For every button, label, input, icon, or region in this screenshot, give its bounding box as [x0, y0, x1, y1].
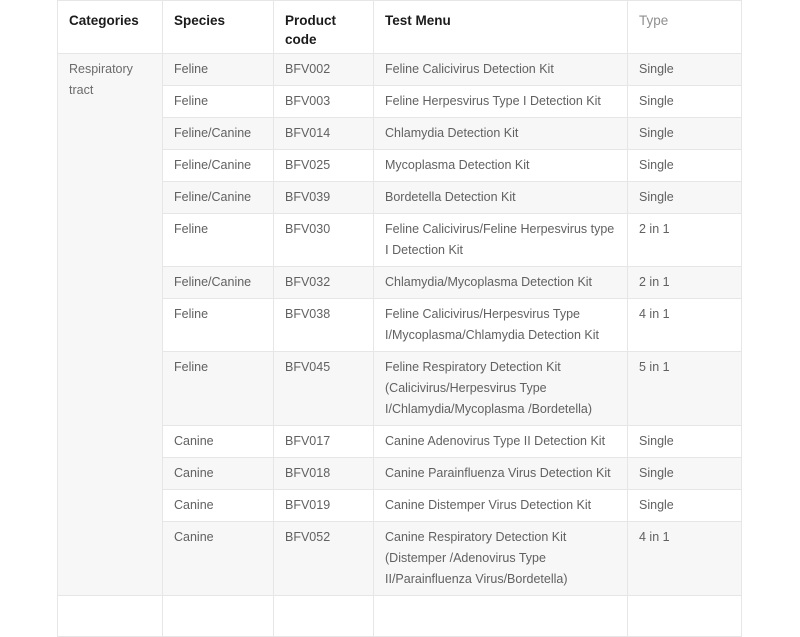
- cell-type: Single: [628, 426, 742, 458]
- cell-product-code: BFV017: [274, 426, 374, 458]
- cell-test-menu: Feline Calicivirus/Feline Herpesvirus type Ⅰ Detection Kit: [374, 214, 628, 267]
- product-catalog-page: [57, 0, 741, 637]
- cell-empty: [628, 596, 742, 637]
- cell-test-menu: Feline Respiratory Detection Kit (Calicivirus/Herpesvirus Type I/Chlamydia/Mycoplasma /Bordetella): [374, 352, 628, 426]
- cell-test-menu: Canine Respiratory Detection Kit (Distemper /Adenovirus Type II/Parainfluenza Virus/Bordetella): [374, 522, 628, 596]
- cell-test-menu: Bordetella Detection Kit: [374, 182, 628, 214]
- cell-species: Feline: [163, 352, 274, 426]
- column-header-categories: Categories: [58, 1, 163, 54]
- cell-type: Single: [628, 182, 742, 214]
- cell-product-code: BFV038: [274, 299, 374, 352]
- cell-species: Canine: [163, 522, 274, 596]
- cell-product-code: BFV019: [274, 490, 374, 522]
- cell-empty: [163, 596, 274, 637]
- cell-product-code: BFV032: [274, 267, 374, 299]
- cell-species: Feline/Canine: [163, 267, 274, 299]
- cell-category: Respiratory tract: [58, 54, 163, 596]
- cell-species: Canine: [163, 426, 274, 458]
- cell-test-menu: Feline Calicivirus/Herpesvirus Type I/Mycoplasma/Chlamydia Detection Kit: [374, 299, 628, 352]
- cell-type: Single: [628, 118, 742, 150]
- cell-species: Feline: [163, 86, 274, 118]
- cell-type: 2 in 1: [628, 214, 742, 267]
- cell-test-menu: Canine Distemper Virus Detection Kit: [374, 490, 628, 522]
- cell-species: Feline: [163, 299, 274, 352]
- product-table: [57, 0, 742, 637]
- cell-product-code: BFV025: [274, 150, 374, 182]
- cell-test-menu: Chlamydia/Mycoplasma Detection Kit: [374, 267, 628, 299]
- table-body: [58, 54, 742, 637]
- cell-product-code: BFV014: [274, 118, 374, 150]
- cell-test-menu: Canine Adenovirus Type II Detection Kit: [374, 426, 628, 458]
- cell-type: Single: [628, 54, 742, 86]
- cell-test-menu: Canine Parainfluenza Virus Detection Kit: [374, 458, 628, 490]
- column-header-type: Type: [628, 1, 742, 54]
- cell-species: Feline: [163, 54, 274, 86]
- cell-empty: [374, 596, 628, 637]
- cell-empty: [274, 596, 374, 637]
- cell-empty: [58, 596, 163, 637]
- cell-product-code: BFV039: [274, 182, 374, 214]
- cell-test-menu: Feline Herpesvirus Type I Detection Kit: [374, 86, 628, 118]
- cell-product-code: BFV052: [274, 522, 374, 596]
- table-header-row: [58, 1, 742, 54]
- cell-species: Feline: [163, 214, 274, 267]
- cell-test-menu: Chlamydia Detection Kit: [374, 118, 628, 150]
- cell-species: Feline/Canine: [163, 150, 274, 182]
- cell-species: Canine: [163, 458, 274, 490]
- cell-species: Canine: [163, 490, 274, 522]
- cell-type: Single: [628, 458, 742, 490]
- table-row: [58, 54, 742, 86]
- cell-product-code: BFV030: [274, 214, 374, 267]
- cell-species: Feline/Canine: [163, 182, 274, 214]
- cell-type: 4 in 1: [628, 299, 742, 352]
- cell-type: 4 in 1: [628, 522, 742, 596]
- column-header-test-menu: Test Menu: [374, 1, 628, 54]
- cell-product-code: BFV002: [274, 54, 374, 86]
- cell-type: Single: [628, 150, 742, 182]
- column-header-product-code: Product code: [274, 1, 374, 54]
- column-header-species: Species: [163, 1, 274, 54]
- cell-product-code: BFV045: [274, 352, 374, 426]
- cell-type: Single: [628, 490, 742, 522]
- cell-product-code: BFV018: [274, 458, 374, 490]
- cell-test-menu: Mycoplasma Detection Kit: [374, 150, 628, 182]
- cell-type: 2 in 1: [628, 267, 742, 299]
- cell-product-code: BFV003: [274, 86, 374, 118]
- table-row-partial: [58, 596, 742, 637]
- cell-type: 5 in 1: [628, 352, 742, 426]
- cell-species: Feline/Canine: [163, 118, 274, 150]
- cell-type: Single: [628, 86, 742, 118]
- cell-test-menu: Feline Calicivirus Detection Kit: [374, 54, 628, 86]
